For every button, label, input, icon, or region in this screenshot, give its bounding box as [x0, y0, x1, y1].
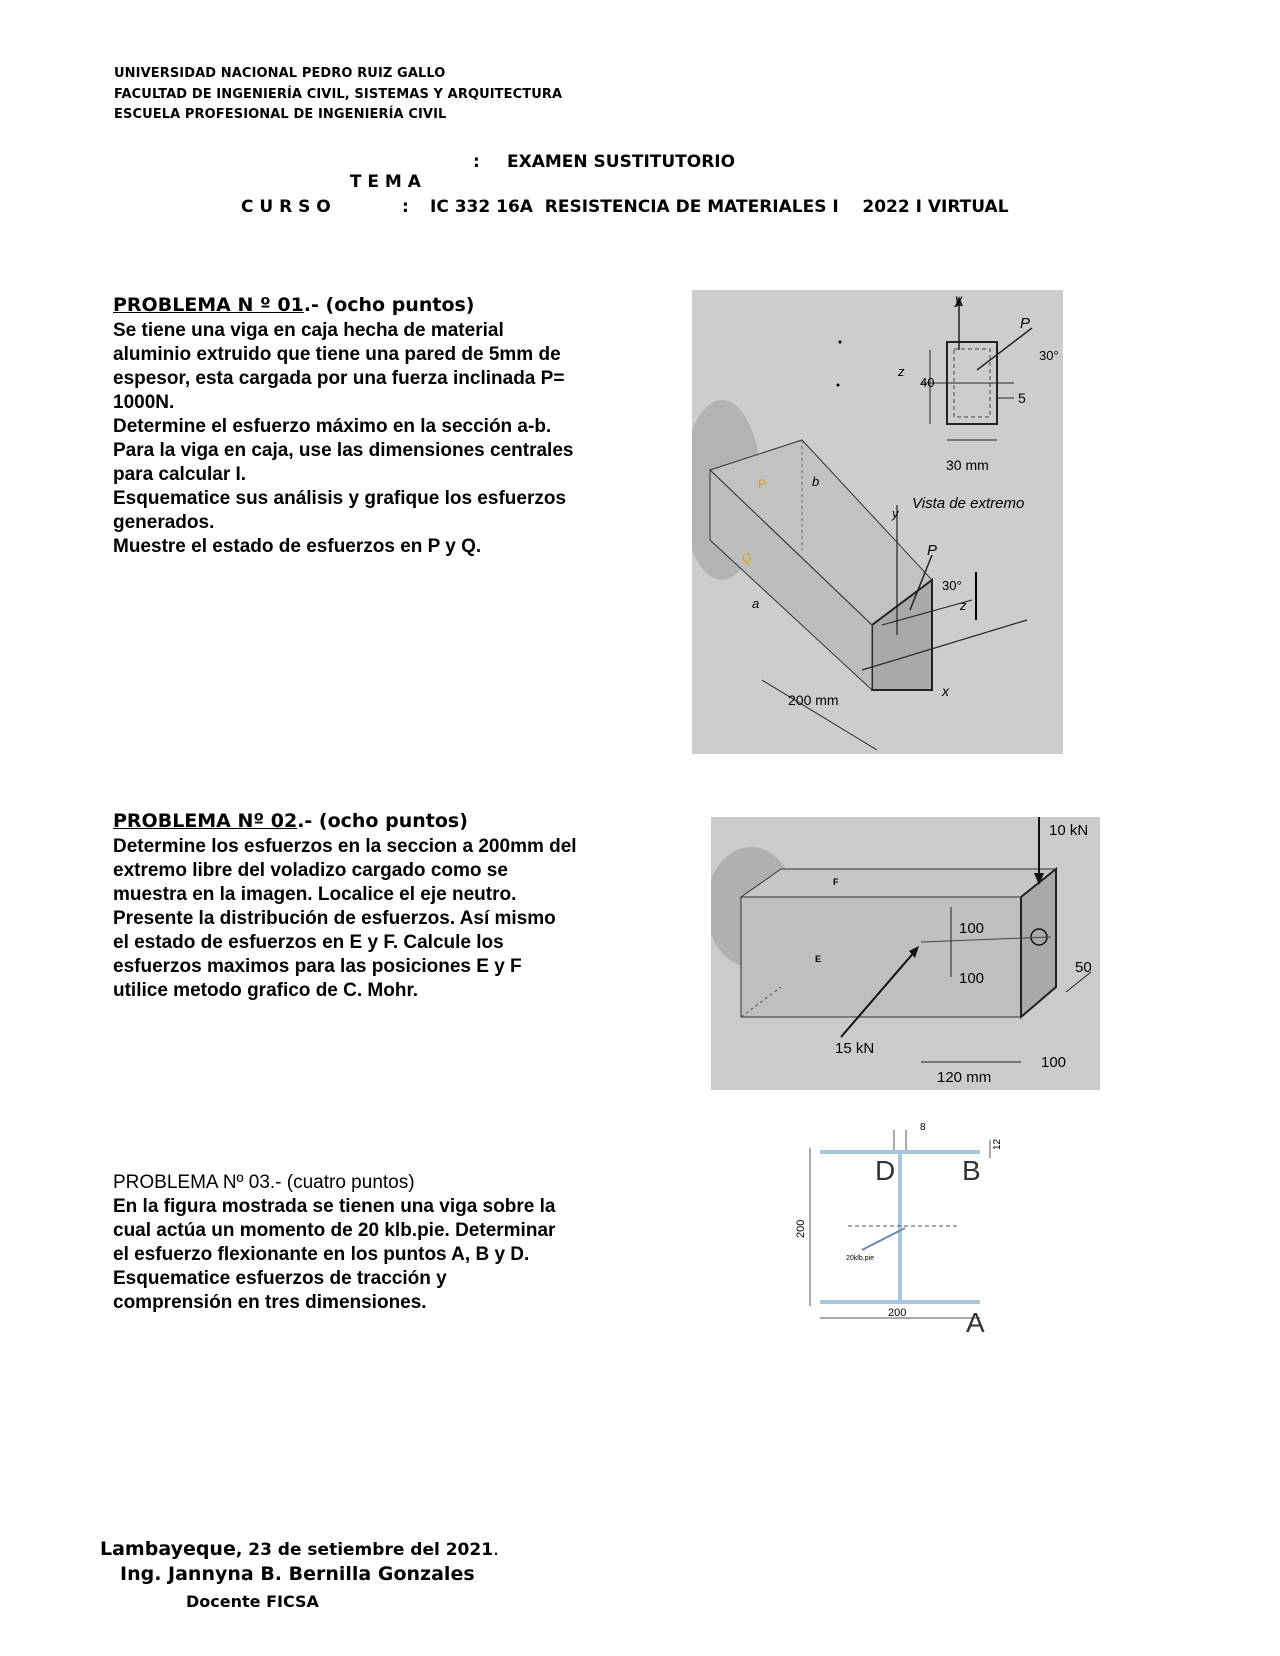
label-50: 50 [1075, 959, 1092, 976]
label-view: Vista de extremo [912, 495, 1025, 512]
label-D: D [875, 1155, 896, 1186]
box-beam-diagram [692, 290, 1063, 754]
signature-date-text: , 23 de setiembre del 2021 [235, 1540, 494, 1560]
faculty-name: FACULTAD DE INGENIERÍA CIVIL, SISTEMAS Y ARQUITECTURA [114, 87, 563, 102]
tema-row [338, 152, 421, 192]
beam-top [741, 869, 1056, 897]
label-angle: 30° [1039, 348, 1059, 363]
dot [839, 341, 842, 344]
problem3-heading: PROBLEMA Nº 03.- (cuatro puntos) [113, 1172, 415, 1193]
mark-P: P [758, 477, 767, 491]
problem2-heading [113, 810, 468, 832]
problem1-statement [113, 319, 628, 559]
label-A: A [966, 1307, 985, 1338]
problem1-title: PROBLEMA N º 01 [113, 294, 304, 316]
label-200-vertical: 200 [795, 1219, 807, 1238]
school-name: ESCUELA PROFESIONAL DE INGENIERÍA CIVIL [114, 107, 447, 122]
problem2-points: .- (ocho puntos) [297, 810, 468, 832]
curso-value: IC 332 16A RESISTENCIA DE MATERIALES I 2022 I VIRTUAL [430, 197, 1009, 217]
web [898, 1154, 902, 1300]
problem1-line: Determine el esfuerzo máximo en la sección a-b. [113, 416, 552, 437]
problem1-line: aluminio extruido que tiene una pared de 5mm de [113, 344, 561, 365]
label-200mm: 200 mm [788, 692, 839, 708]
label-x: x [942, 683, 949, 699]
label-40: 40 [920, 375, 935, 390]
problem1-points: .- (ocho puntos) [303, 294, 475, 316]
label-F: F [833, 877, 839, 887]
problem1-line: espesor, esta cargada por una fuerza inclinada P= [113, 368, 565, 389]
problem1-line: Esquematice sus análisis y grafique los esfuerzos [113, 488, 567, 509]
problem1-line: Muestre el estado de esfuerzos en P y Q. [113, 536, 482, 557]
label-12: 12 [992, 1138, 1003, 1150]
problem2-line: esfuerzos maximos para las posiciones E y F [113, 956, 522, 977]
mark-Q: Q [742, 551, 752, 565]
label-moment: 20klb.pie [846, 1255, 875, 1262]
label-B: B [962, 1155, 981, 1186]
i-beam-diagram [790, 1110, 1020, 1340]
problem2-line: el estado de esfuerzos en E y F. Calcule los [113, 932, 504, 953]
signature-name: Ing. Jannyna B. Bernilla Gonzales [120, 1563, 475, 1585]
problem1-figure [692, 290, 1063, 754]
problem1-line: para calcular I. [113, 464, 247, 485]
problem1-line: Se tiene una viga en caja hecha de material [113, 320, 504, 341]
problem2-line: Determine los esfuerzos en la seccion a 200mm del [113, 836, 577, 857]
label-y: y [955, 291, 962, 307]
problem1-line: generados. [113, 512, 215, 533]
tema-sep: : [473, 152, 480, 172]
label-P: P [1020, 315, 1031, 332]
label-a: a [752, 596, 760, 611]
label-200-horizontal: 200 [888, 1307, 907, 1319]
problem1-line: Para la viga en caja, use las dimensiones centrales [113, 440, 574, 461]
problem2-line: muestra en la imagen. Localice el eje neutro. [113, 884, 517, 905]
label-100c: 100 [1041, 1054, 1067, 1071]
signature-date [100, 1538, 499, 1560]
dim-line-200 [762, 680, 877, 750]
problem2-statement [113, 835, 633, 1003]
problem3-line: Esquematice esfuerzos de tracción y [113, 1268, 447, 1289]
cantilever-diagram [711, 817, 1100, 1090]
signature-dot: . [493, 1538, 500, 1560]
label-b: b [812, 474, 820, 489]
label-angle-beam: 30° [942, 578, 962, 593]
signature-place: Lambayeque [100, 1538, 236, 1560]
label-z-beam: z [960, 598, 967, 613]
label-15kN: 15 kN [835, 1040, 875, 1057]
dot [837, 384, 840, 387]
signature-role: Docente FICSA [186, 1592, 319, 1611]
problem2-figure [711, 817, 1100, 1090]
label-100b: 100 [959, 970, 985, 987]
problem3-line: En la figura mostrada se tienen una viga sobre la [113, 1196, 556, 1217]
problem1-line: 1000N. [113, 392, 175, 413]
label-5: 5 [1018, 390, 1026, 406]
beam-front [741, 897, 1021, 1017]
label-100a: 100 [959, 920, 985, 937]
problem2-line: utilice metodo grafico de C. Mohr. [113, 980, 419, 1001]
university-name: UNIVERSIDAD NACIONAL PEDRO RUIZ GALLO [114, 66, 446, 81]
label-10kN: 10 kN [1049, 822, 1089, 839]
curso-sep: : [402, 197, 409, 217]
label-z: z [898, 364, 905, 379]
curso-label: C U R S O [241, 197, 331, 217]
label-E: E [815, 954, 822, 964]
problem3-line: el esfuerzo flexionante en los puntos A, B y D. [113, 1244, 530, 1265]
problem3-statement [113, 1171, 633, 1315]
label-P-beam: P [927, 542, 938, 559]
label-120mm: 120 mm [937, 1069, 992, 1086]
problem3-figure [790, 1110, 1020, 1340]
bottom-flange [820, 1300, 980, 1304]
tema-value: EXAMEN SUSTITUTORIO [507, 152, 736, 172]
problem1-heading [113, 294, 475, 316]
problem3-line: comprensión en tres dimensiones. [113, 1292, 427, 1313]
label-30mm: 30 mm [946, 457, 989, 473]
problem3-line: cual actúa un momento de 20 klb.pie. Determinar [113, 1220, 556, 1241]
tema-label: T E M A [349, 172, 421, 192]
problem2-line: extremo libre del voladizo cargado como se [113, 860, 508, 881]
label-8: 8 [920, 1122, 926, 1133]
label-y-beam: y [892, 506, 899, 521]
problem2-title: PROBLEMA Nº 02 [113, 810, 298, 832]
problem2-line: Presente la distribución de esfuerzos. Así mismo [113, 908, 556, 929]
top-flange [820, 1150, 980, 1154]
